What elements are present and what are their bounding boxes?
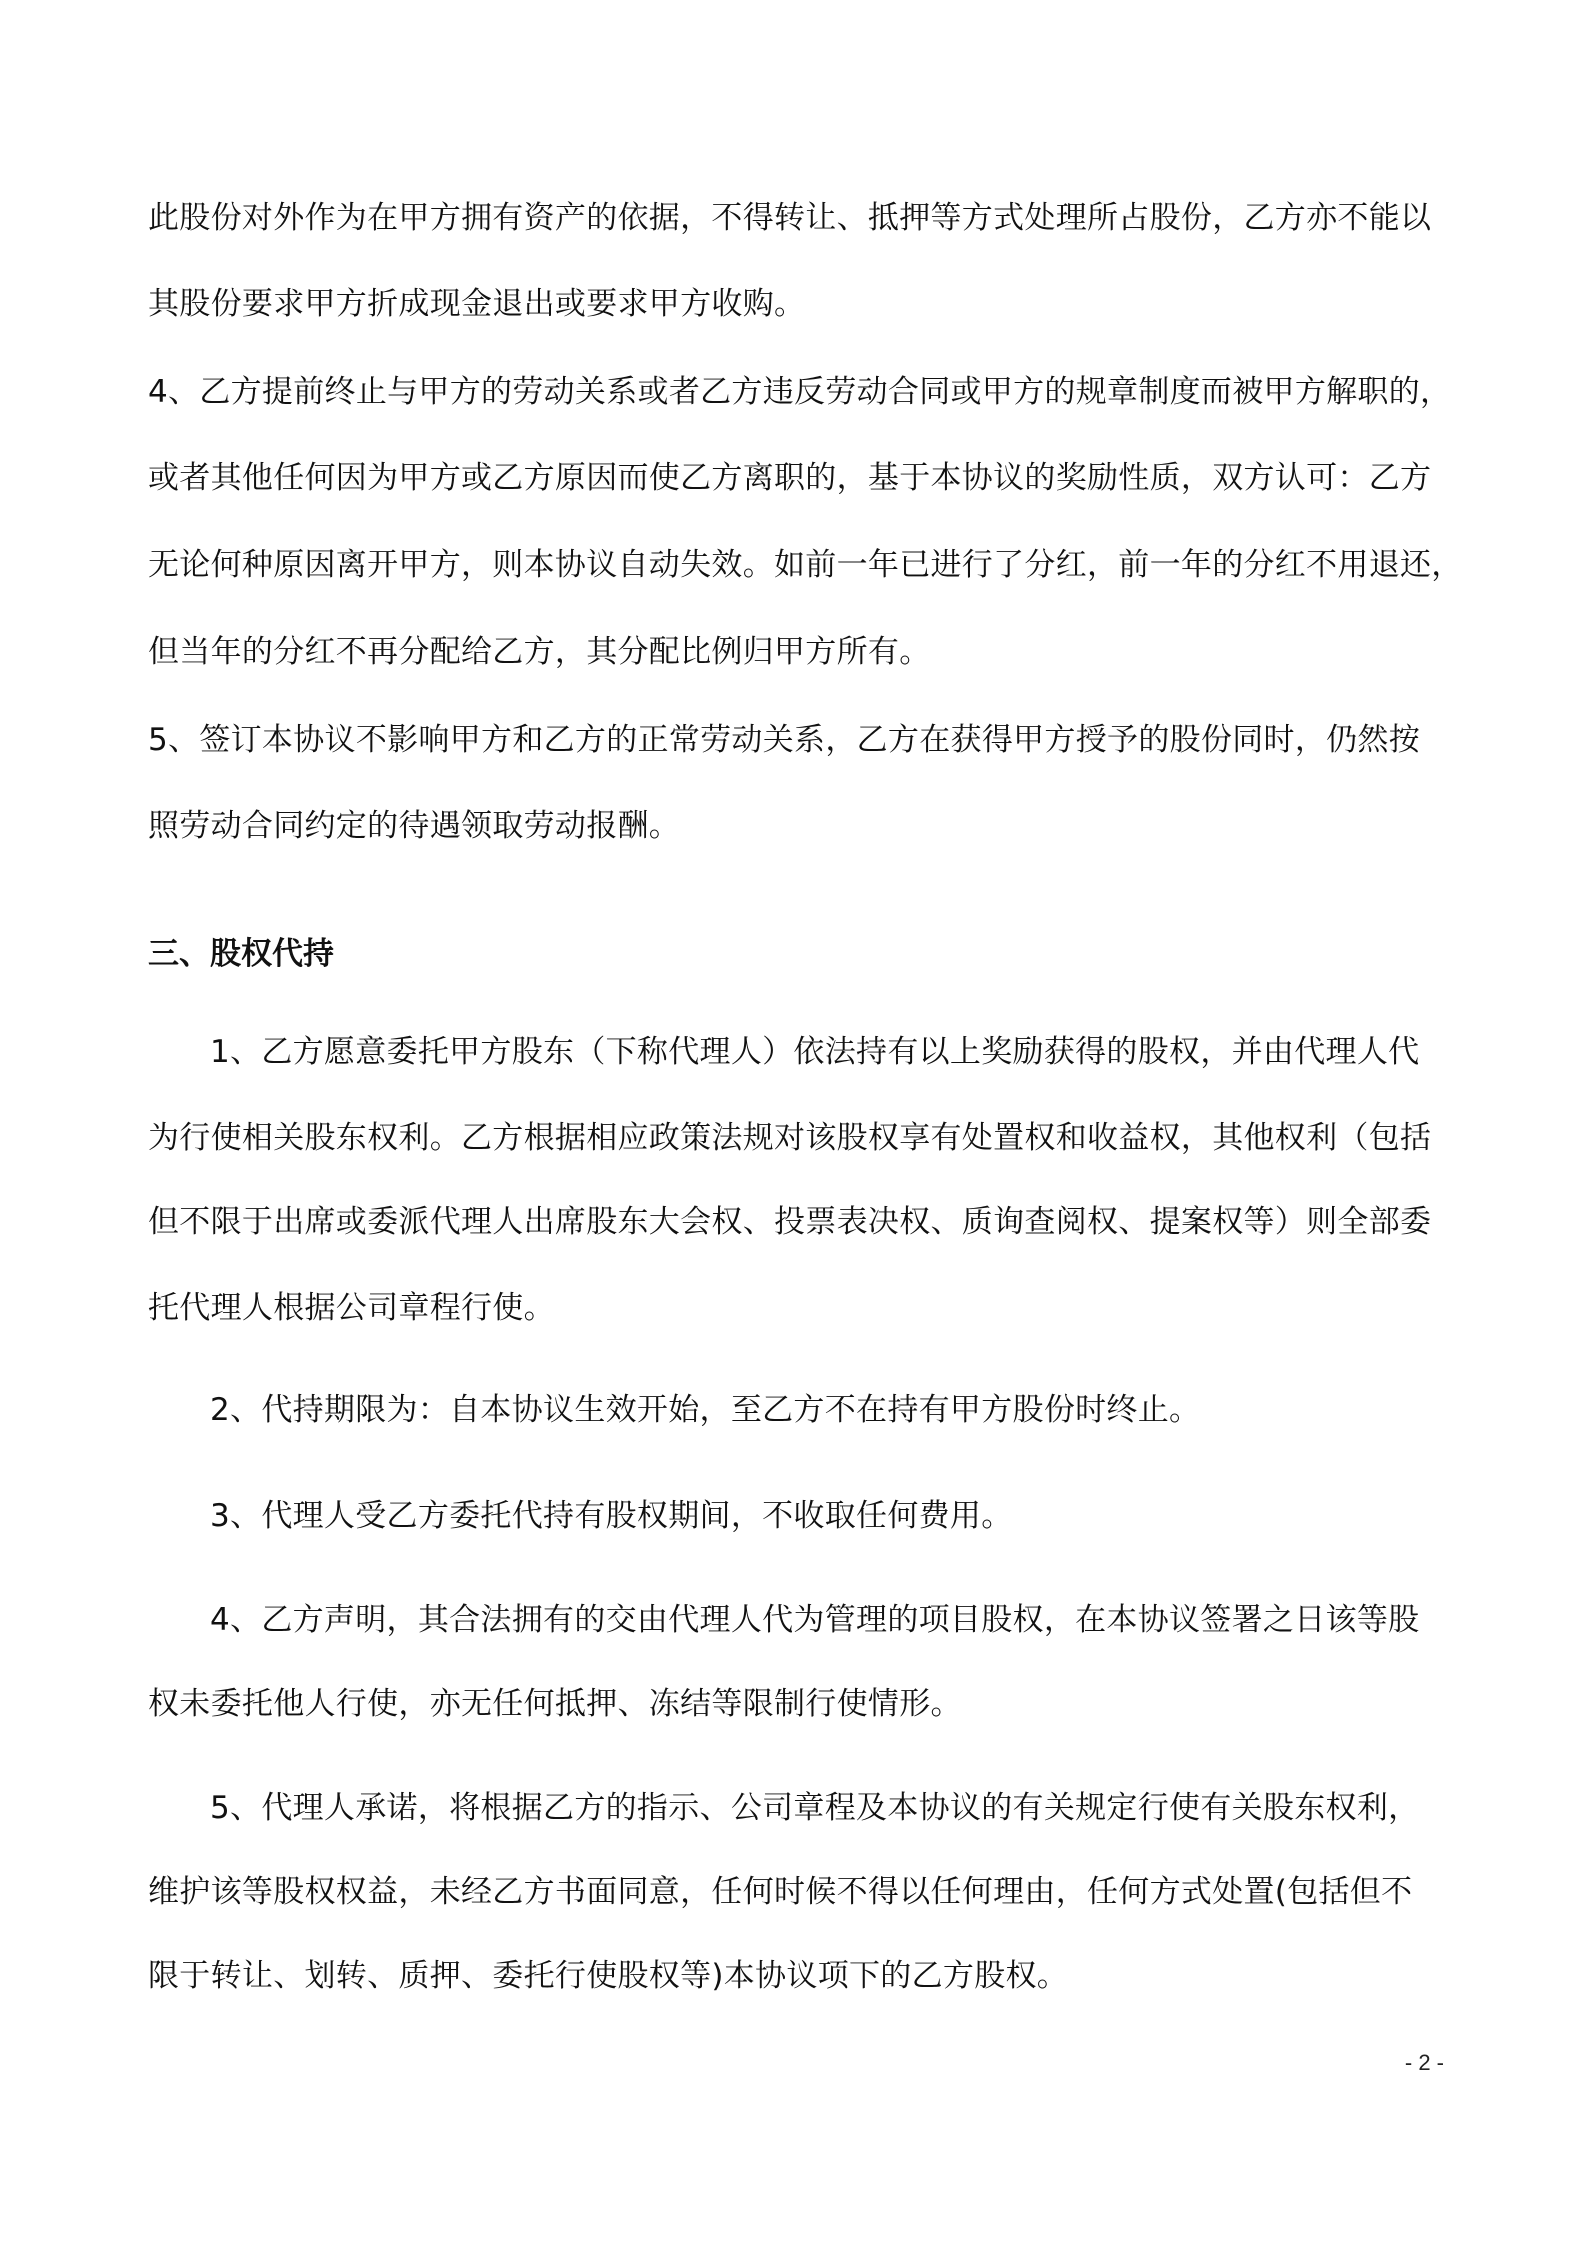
paragraph-line: 维护该等股权权益，未经乙方书面同意，任何时候不得以任何理由，任何方式处置(包括但不 xyxy=(148,1874,1413,1910)
paragraph-line: 权未委托他人行使，亦无任何抵押、冻结等限制行使情形。 xyxy=(148,1686,962,1722)
paragraph-line: 5、签订本协议不影响甲方和乙方的正常劳动关系，乙方在获得甲方授予的股份同时，仍然按 xyxy=(148,722,1421,758)
paragraph-line: 但当年的分红不再分配给乙方，其分配比例归甲方所有。 xyxy=(148,634,931,670)
paragraph-line: 4、乙方提前终止与甲方的劳动关系或者乙方违反劳动合同或甲方的规章制度而被甲方解职的， xyxy=(148,374,1452,410)
paragraph-line: 无论何种原因离开甲方，则本协议自动失效。如前一年已进行了分红，前一年的分红不用退还， xyxy=(148,547,1463,583)
paragraph-line: 或者其他任何因为甲方或乙方原因而使乙方离职的，基于本协议的奖励性质，双方认可：乙方 xyxy=(148,460,1432,496)
paragraph-line: 照劳动合同约定的待遇领取劳动报酬。 xyxy=(148,808,681,844)
paragraph-line: 限于转让、划转、质押、委托行使股权等)本协议项下的乙方股权。 xyxy=(148,1958,1069,1994)
paragraph-line: 为行使相关股东权利。乙方根据相应政策法规对该股权享有处置权和收益权，其他权利（包括 xyxy=(148,1120,1432,1156)
paragraph-line: 2、代持期限为：自本协议生效开始，至乙方不在持有甲方股份时终止。 xyxy=(210,1392,1201,1428)
paragraph-line: 托代理人根据公司章程行使。 xyxy=(148,1290,555,1326)
paragraph-line: 1、乙方愿意委托甲方股东（下称代理人）依法持有以上奖励获得的股权，并由代理人代 xyxy=(210,1034,1420,1070)
paragraph-line: 3、代理人受乙方委托代持有股权期间，不收取任何费用。 xyxy=(210,1498,1013,1534)
paragraph-line: 4、乙方声明，其合法拥有的交由代理人代为管理的项目股权，在本协议签署之日该等股 xyxy=(210,1602,1420,1638)
paragraph-line: 5、代理人承诺，将根据乙方的指示、公司章程及本协议的有关规定行使有关股东权利， xyxy=(210,1790,1420,1826)
paragraph-line: 此股份对外作为在甲方拥有资产的依据，不得转让、抵押等方式处理所占股份，乙方亦不能以 xyxy=(148,200,1432,236)
paragraph-line: 其股份要求甲方折成现金退出或要求甲方收购。 xyxy=(148,286,806,322)
section-heading: 三、股权代持 xyxy=(148,936,334,972)
paragraph-line: 但不限于出席或委派代理人出席股东大会权、投票表决权、质询查阅权、提案权等）则全部委 xyxy=(148,1204,1432,1240)
page-number: - 2 - xyxy=(1404,2050,1444,2075)
